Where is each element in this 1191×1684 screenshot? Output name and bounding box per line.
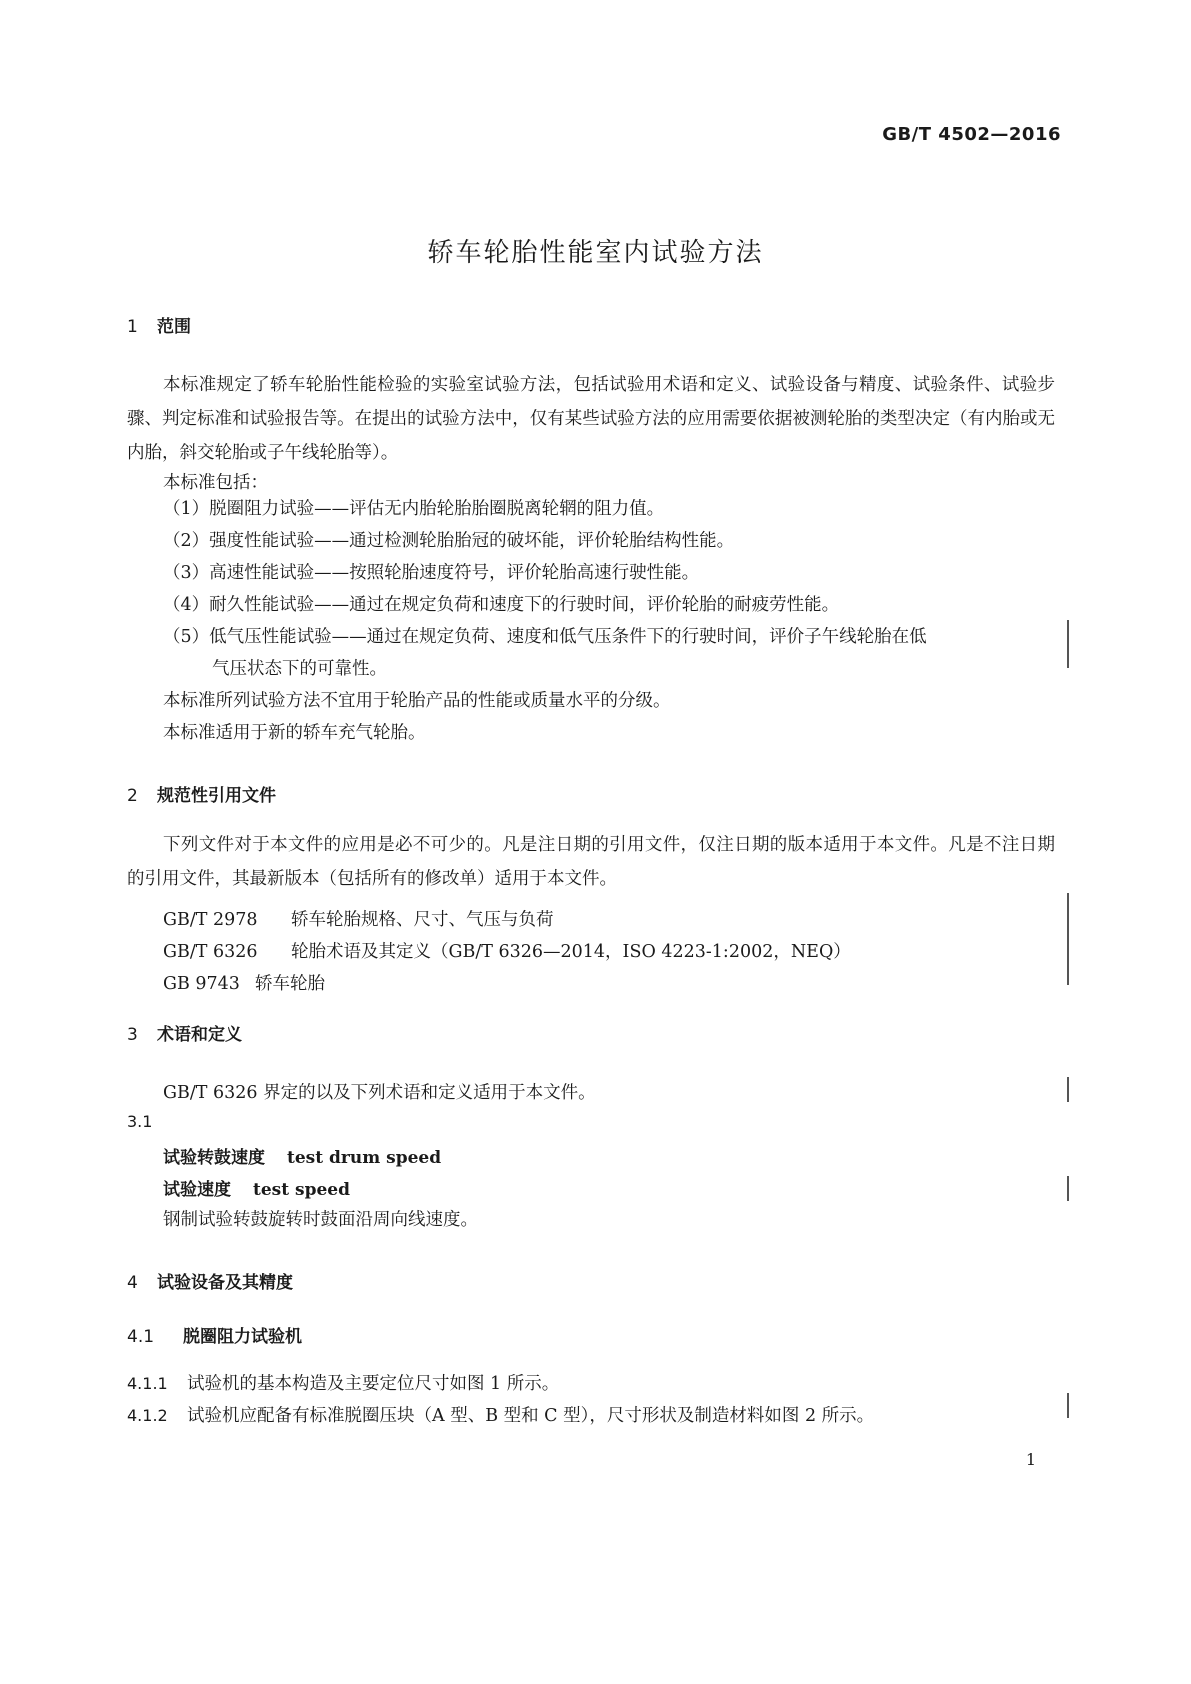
page-number: 1 bbox=[1025, 1450, 1036, 1469]
section-3-heading bbox=[127, 1020, 242, 1045]
section-title: 规范性引用文件 bbox=[157, 786, 276, 806]
clause-number: 4.1.2 bbox=[127, 1406, 168, 1425]
section-title: 范围 bbox=[157, 317, 191, 337]
reference-item bbox=[163, 938, 851, 963]
revision-bar bbox=[1067, 1077, 1069, 1102]
section-4-heading bbox=[127, 1268, 293, 1293]
reference-item bbox=[163, 906, 554, 931]
reference-title: 轮胎术语及其定义（GB/T 6326—2014，ISO 4223-1:2002，NEQ） bbox=[291, 942, 851, 962]
terms-intro: GB/T 6326 界定的以及下列术语和定义适用于本文件。 bbox=[163, 1083, 596, 1103]
document-title: 轿车轮胎性能室内试验方法 bbox=[427, 238, 764, 268]
section-number: 4 bbox=[127, 1273, 138, 1293]
revision-bar bbox=[1067, 893, 1069, 985]
section-title: 术语和定义 bbox=[157, 1025, 242, 1045]
term-english: test drum speed bbox=[287, 1148, 442, 1168]
reference-code: GB 9743 bbox=[163, 974, 240, 994]
scope-item-3: （3）高速性能试验——按照轮胎速度符号，评价轮胎高速行驶性能。 bbox=[163, 563, 700, 583]
scope-item-2: （2）强度性能试验——通过检测轮胎胎冠的破坏能，评价轮胎结构性能。 bbox=[163, 531, 735, 551]
reference-code: GB/T 6326 bbox=[163, 942, 258, 962]
section-number: 1 bbox=[127, 317, 138, 337]
section-number: 2 bbox=[127, 786, 138, 806]
scope-includes: 本标准包括： bbox=[163, 473, 268, 493]
clause-4-1-2 bbox=[127, 1402, 874, 1427]
clause-text: 试验机应配备有标准脱圈压块（A 型、B 型和 C 型），尺寸形状及制造材料如图 2 所示。 bbox=[187, 1406, 875, 1426]
reference-code: GB/T 2978 bbox=[163, 910, 258, 930]
revision-bar bbox=[1067, 1176, 1069, 1201]
scope-paragraph: 本标准规定了轿车轮胎性能检验的实验室试验方法，包括试验用术语和定义、试验设备与精度、试验条件、试验步骤、判定标准和试验报告等。在提出的试验方法中，仅有某些试验方法的应用需要依据被测轮胎的类型决定（有内胎或无内胎，斜交轮胎或子午线轮胎等）。 bbox=[127, 375, 1055, 463]
term-chinese: 试验速度 bbox=[163, 1180, 231, 1200]
clause-text: 试验机的基本构造及主要定位尺寸如图 1 所示。 bbox=[187, 1374, 560, 1394]
clause-number: 4.1.1 bbox=[127, 1374, 168, 1393]
section-2-heading bbox=[127, 781, 276, 806]
subsection-heading bbox=[127, 1322, 302, 1347]
scope-note-1: 本标准所列试验方法不宜用于轮胎产品的性能或质量水平的分级。 bbox=[163, 691, 671, 711]
term-chinese: 试验转鼓速度 bbox=[163, 1148, 265, 1168]
section-1-heading bbox=[127, 312, 191, 337]
references-paragraph: 下列文件对于本文件的应用是必不可少的。凡是注日期的引用文件，仅注日期的版本适用于本文件。凡是不注日期的引用文件，其最新版本（包括所有的修改单）适用于本文件。 bbox=[127, 835, 1055, 889]
scope-item-4: （4）耐久性能试验——通过在规定负荷和速度下的行驶时间，评价轮胎的耐疲劳性能。 bbox=[163, 595, 840, 615]
subsection-number: 4.1 bbox=[127, 1327, 155, 1347]
revision-bar bbox=[1067, 620, 1069, 668]
subsection-title: 脱圈阻力试验机 bbox=[183, 1327, 302, 1347]
clause-4-1-1 bbox=[127, 1370, 559, 1395]
section-number: 3 bbox=[127, 1025, 138, 1045]
reference-title: 轿车轮胎 bbox=[255, 974, 325, 994]
term-definition: 钢制试验转鼓旋转时鼓面沿周向线速度。 bbox=[163, 1210, 478, 1230]
revision-bar bbox=[1067, 1393, 1069, 1418]
term-entry bbox=[163, 1175, 350, 1200]
scope-item-5-line1: （5）低气压性能试验——通过在规定负荷、速度和低气压条件下的行驶时间，评价子午线轮胎在低 bbox=[163, 627, 927, 647]
scope-item-5-line2: 气压状态下的可靠性。 bbox=[212, 659, 387, 679]
term-number: 3.1 bbox=[127, 1112, 153, 1131]
reference-item bbox=[163, 970, 325, 995]
term-english: test speed bbox=[253, 1180, 350, 1200]
scope-item-1: （1）脱圈阻力试验——评估无内胎轮胎胎圈脱离轮辋的阻力值。 bbox=[163, 499, 665, 519]
scope-note-2: 本标准适用于新的轿车充气轮胎。 bbox=[163, 723, 426, 743]
section-title: 试验设备及其精度 bbox=[157, 1273, 293, 1293]
reference-title: 轿车轮胎规格、尺寸、气压与负荷 bbox=[291, 910, 554, 930]
term-entry bbox=[163, 1143, 441, 1168]
standard-code: GB/T 4502—2016 bbox=[882, 124, 1061, 145]
